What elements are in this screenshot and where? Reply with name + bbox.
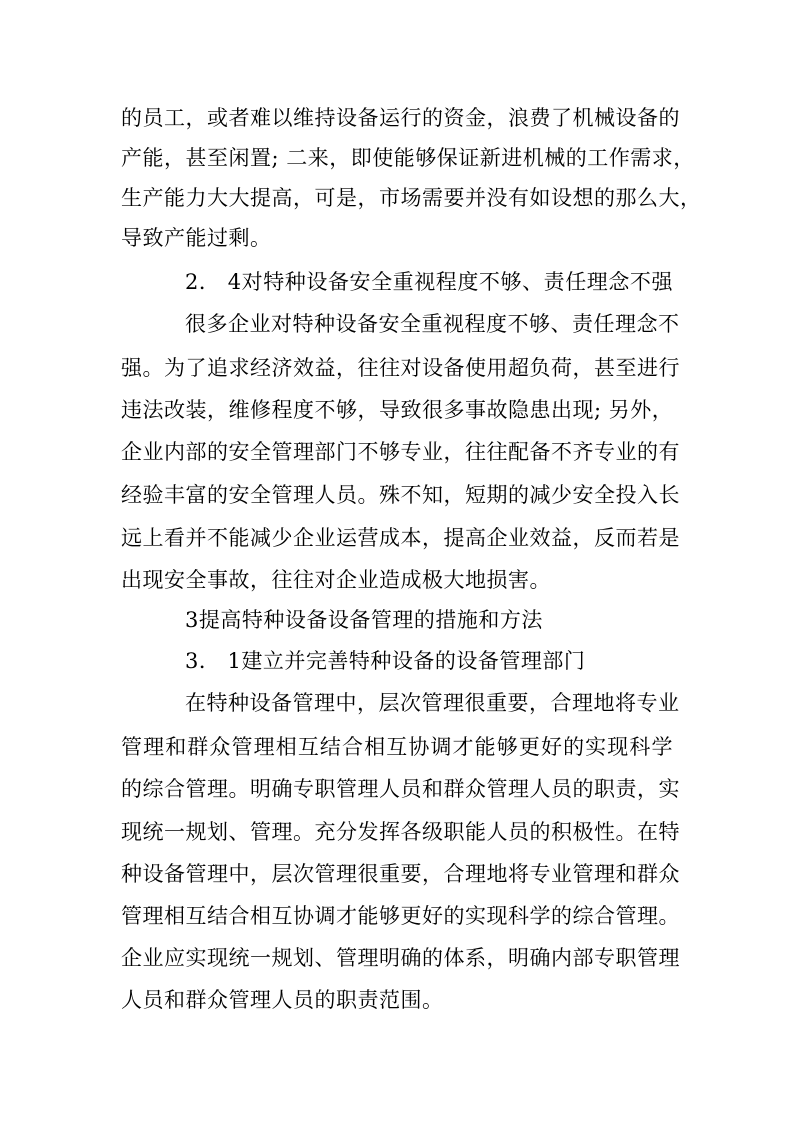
text-line: 人员和群众管理人员的职责范围。 xyxy=(121,988,444,1012)
text-line: 经验丰富的安全管理人员。殊不知，短期的减少安全投入长 xyxy=(121,483,680,507)
section-heading-2-4: 2． 4对特种设备安全重视程度不够、责任理念不强 xyxy=(185,270,673,294)
text-line: 在特种设备管理中，层次管理很重要，合理地将专业 xyxy=(185,691,680,715)
text-line: 企业内部的安全管理部门不够专业，往往配备不齐专业的有 xyxy=(121,440,680,464)
text-line: 的员工，或者难以维持设备运行的资金，浪费了机械设备的 xyxy=(121,106,680,130)
section-heading-3: 3提高特种设备设备管理的措施和方法 xyxy=(185,608,543,632)
text-line: 企业应实现统一规划、管理明确的体系，明确内部专职管理 xyxy=(121,946,680,970)
text-line: 强。为了追求经济效益，往往对设备使用超负荷，甚至进行 xyxy=(121,356,680,380)
text-line: 很多企业对特种设备安全重视程度不够、责任理念不 xyxy=(185,312,680,336)
text-line: 出现安全事故，往往对企业造成极大地损害。 xyxy=(121,568,551,592)
text-line: 管理和群众管理相互结合相互协调才能够更好的实现科学 xyxy=(121,735,673,759)
text-line: 远上看并不能减少企业运营成本，提高企业效益，反而若是 xyxy=(121,526,680,550)
text-line: 导致产能过剩。 xyxy=(121,226,272,250)
text-line: 现统一规划、管理。充分发挥各级职能人员的积极性。在特 xyxy=(121,820,680,844)
text-line: 种设备管理中，层次管理很重要，合理地将专业管理和群众 xyxy=(121,862,680,886)
text-line: 产能，甚至闲置; 二来，即使能够保证新进机械的工作需求， xyxy=(121,146,695,170)
text-line: 违法改装，维修程度不够，导致很多事故隐患出现; 另外， xyxy=(121,398,674,422)
text-line: 管理相互结合相互协调才能够更好的实现科学的综合管理。 xyxy=(121,904,680,928)
text-line: 的综合管理。明确专职管理人员和群众管理人员的职责，实 xyxy=(121,777,680,801)
section-heading-3-1: 3． 1建立并完善特种设备的设备管理部门 xyxy=(185,649,586,673)
text-line: 生产能力大大提高，可是，市场需要并没有如设想的那么大， xyxy=(121,186,702,210)
